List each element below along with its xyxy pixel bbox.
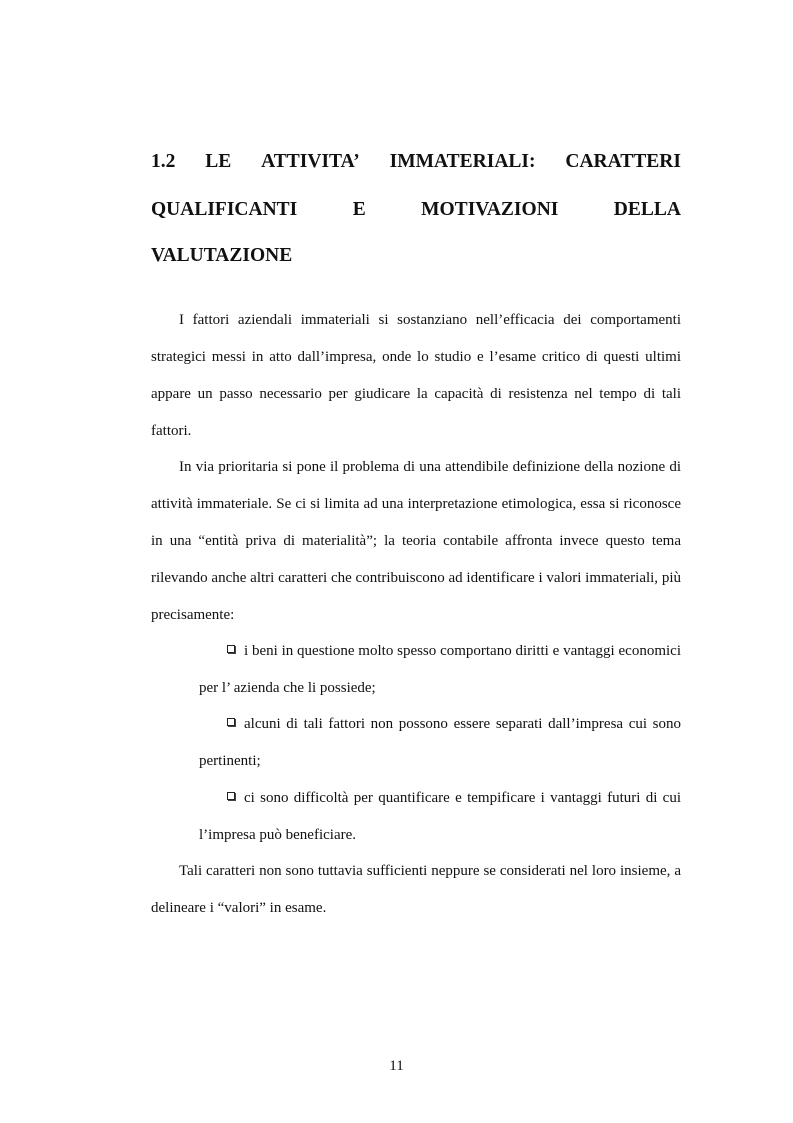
heading-word: VALUTAZIONE bbox=[151, 245, 293, 266]
section-heading-line-1 bbox=[151, 150, 681, 173]
paragraph-3: Tali caratteri non sono tuttavia sufficienti neppure se considerati nel loro insieme, a delineare i “valori” in esame. bbox=[151, 863, 681, 916]
checkbox-bullet-icon bbox=[227, 792, 235, 800]
section-heading-line-2 bbox=[151, 198, 681, 221]
heading-word: 1.2 bbox=[151, 151, 176, 172]
bullet-item-1 bbox=[199, 633, 681, 707]
section-heading-line-3 bbox=[151, 244, 681, 267]
heading-word: CARATTERI bbox=[565, 151, 681, 172]
heading-word: LE bbox=[205, 151, 232, 172]
checkbox-bullet-icon bbox=[227, 718, 235, 726]
paragraph-1: I fattori aziendali immateriali si sostanziano nell’efficacia dei comportamenti strategici messi in atto dall’impresa, onde lo studio e l’esame critico di questi ultimi appare un passo necessario per giudicare la capacità di resistenza nel tempo di tali fattori. bbox=[151, 312, 681, 439]
checkbox-bullet-icon bbox=[227, 645, 235, 653]
heading-word: QUALIFICANTI bbox=[151, 199, 298, 220]
bullet-text-1: i beni in questione molto spesso comportano diritti e vantaggi economici per l’ azienda che li possiede; bbox=[199, 643, 681, 696]
heading-word: DELLA bbox=[613, 199, 681, 220]
heading-word: E bbox=[352, 199, 366, 220]
bullet-item-2 bbox=[199, 706, 681, 780]
heading-word: ATTIVITA’ bbox=[261, 151, 360, 172]
paragraph-2: In via prioritaria si pone il problema di una attendibile definizione della nozione di attività immateriale. Se ci si limita ad una interpretazione etimologica, essa si riconosce in una “entità priva di materialità”; la teoria contabile affronta invece questo tema rilevando anche altri caratteri che contribuiscono ad identificare i valori immateriali, più precisamente: bbox=[151, 459, 681, 623]
heading-word: IMMATERIALI: bbox=[389, 151, 536, 172]
heading-word: MOTIVAZIONI bbox=[421, 199, 559, 220]
bullet-item-3 bbox=[199, 780, 681, 854]
bullet-text-2: alcuni di tali fattori non possono essere separati dall’impresa cui sono pertinenti; bbox=[199, 716, 681, 769]
page-number: 11 bbox=[389, 1058, 404, 1074]
bullet-text-3: ci sono difficoltà per quantificare e tempificare i vantaggi futuri di cui l’impresa può beneficiare. bbox=[199, 790, 681, 843]
